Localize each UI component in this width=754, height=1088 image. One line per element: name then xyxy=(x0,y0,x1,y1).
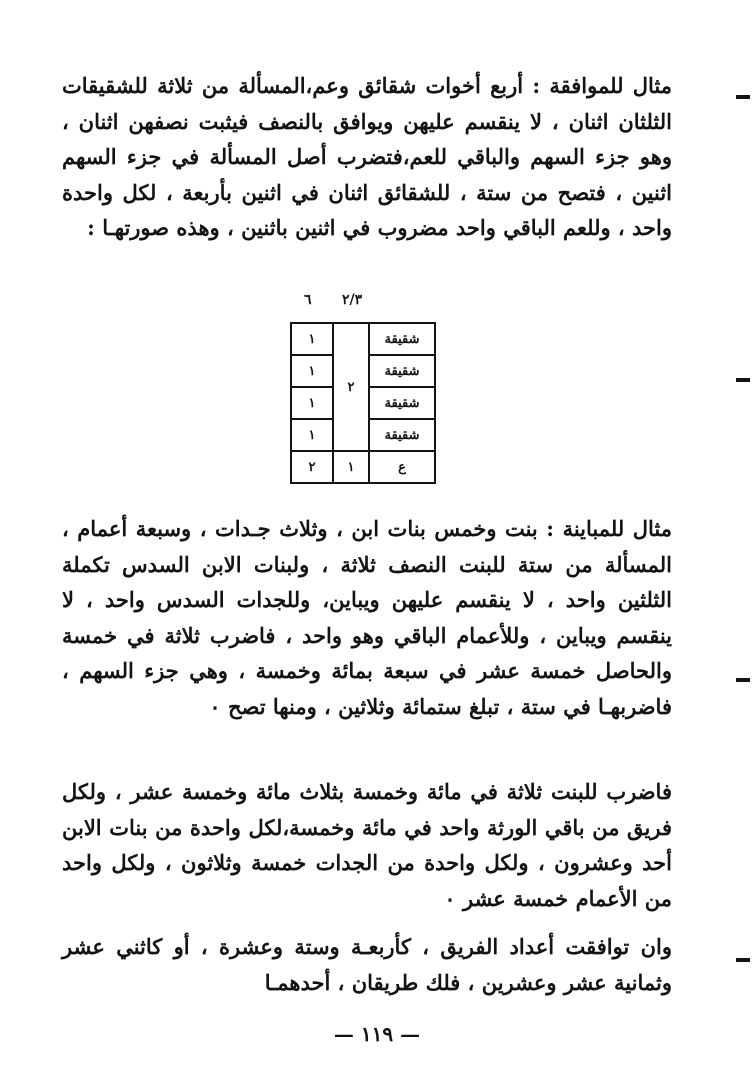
heir-cell: ع xyxy=(369,451,435,483)
sisters-share-cell: ٢ xyxy=(333,323,369,451)
figure-header-base: ٢/٣ xyxy=(342,292,363,308)
figure-header-total: ٦ xyxy=(304,292,312,308)
margin-mark xyxy=(736,958,750,962)
paragraph-agreement-example: مثال للموافقة : أربع أخوات شقائق وعم،المسألة من ثلاثة للشقيقات الثلثان اثنان ، لا ينقسم عليهن ويوافق بالنصف فيثبت نصفهن اثنان ، وهو جزء السهم والباقي للعم،فتضرب أصل المسألة في جزء السهم اثنين ، فتصح من ستة ، للشقائق اثنان في اثنين بأربعة ، لكل واحدة واحد ، وللعم الباقي واحد مضروب في اثنين باثنين ، وهذه صورتهـا : xyxy=(62,73,672,241)
margin-mark xyxy=(736,678,750,682)
heir-cell: شقيقة xyxy=(369,387,435,419)
result-cell: ١ xyxy=(291,387,333,419)
paragraph-agreement-methods: وان توافقت أعداد الفريق ، كأربعـة وستة وعشرة ، أو كاثني عشر وثمانية عشر وعشرين ، فلك طريقان ، أحدهمـا xyxy=(62,934,672,995)
margin-mark xyxy=(736,378,750,382)
result-cell: ١ xyxy=(291,355,333,387)
paragraph-distribution: فاضرب للبنت ثلاثة في مائة وخمسة بثلاث مائة وخمسة عشر ، ولكل فريق من باقي الورثة واحد في مائة وخمسة،لكل واحدة من بنات الابن أحد وعشرون ، ولكل واحدة من الجدات خمسة وثلاثون ، ولكل واحد من الأعمام خمسة عشر ٠ xyxy=(62,779,672,911)
inheritance-table xyxy=(290,322,436,484)
margin-mark xyxy=(736,95,750,99)
table-row xyxy=(291,323,435,355)
share-cell: ١ xyxy=(333,451,369,483)
heir-cell: شقيقة xyxy=(369,419,435,451)
result-cell: ١ xyxy=(291,419,333,451)
result-cell: ١ xyxy=(291,323,333,355)
page-number: — ١١٩ — xyxy=(333,1022,421,1046)
result-cell: ٢ xyxy=(291,451,333,483)
heir-cell: شقيقة xyxy=(369,355,435,387)
heir-cell: شقيقة xyxy=(369,323,435,355)
paragraph-divergence-example: مثال للمباينة : بنت وخمس بنات ابن ، وثلاث جـدات ، وسبعة أعمام ، المسألة من ستة للبنت النصف ثلاثة ، ولبنات الابن السدس تكملة الثلثين واحد ، لا ينقسم عليهن ويباين، وللجدات السدس واحد ، لا ينقسم ويباين ، وللأعمام الباقي وهو واحد ، فاضرب ثلاثة في خمسة والحاصل خمسة عشر في سبعة بمائة وخمسة ، وهي جزء السهم ، فاضربهـا في ستة ، تبلغ ستمائة وثلاثين ، ومنها تصح ٠ xyxy=(62,516,672,719)
table-row xyxy=(291,451,435,483)
